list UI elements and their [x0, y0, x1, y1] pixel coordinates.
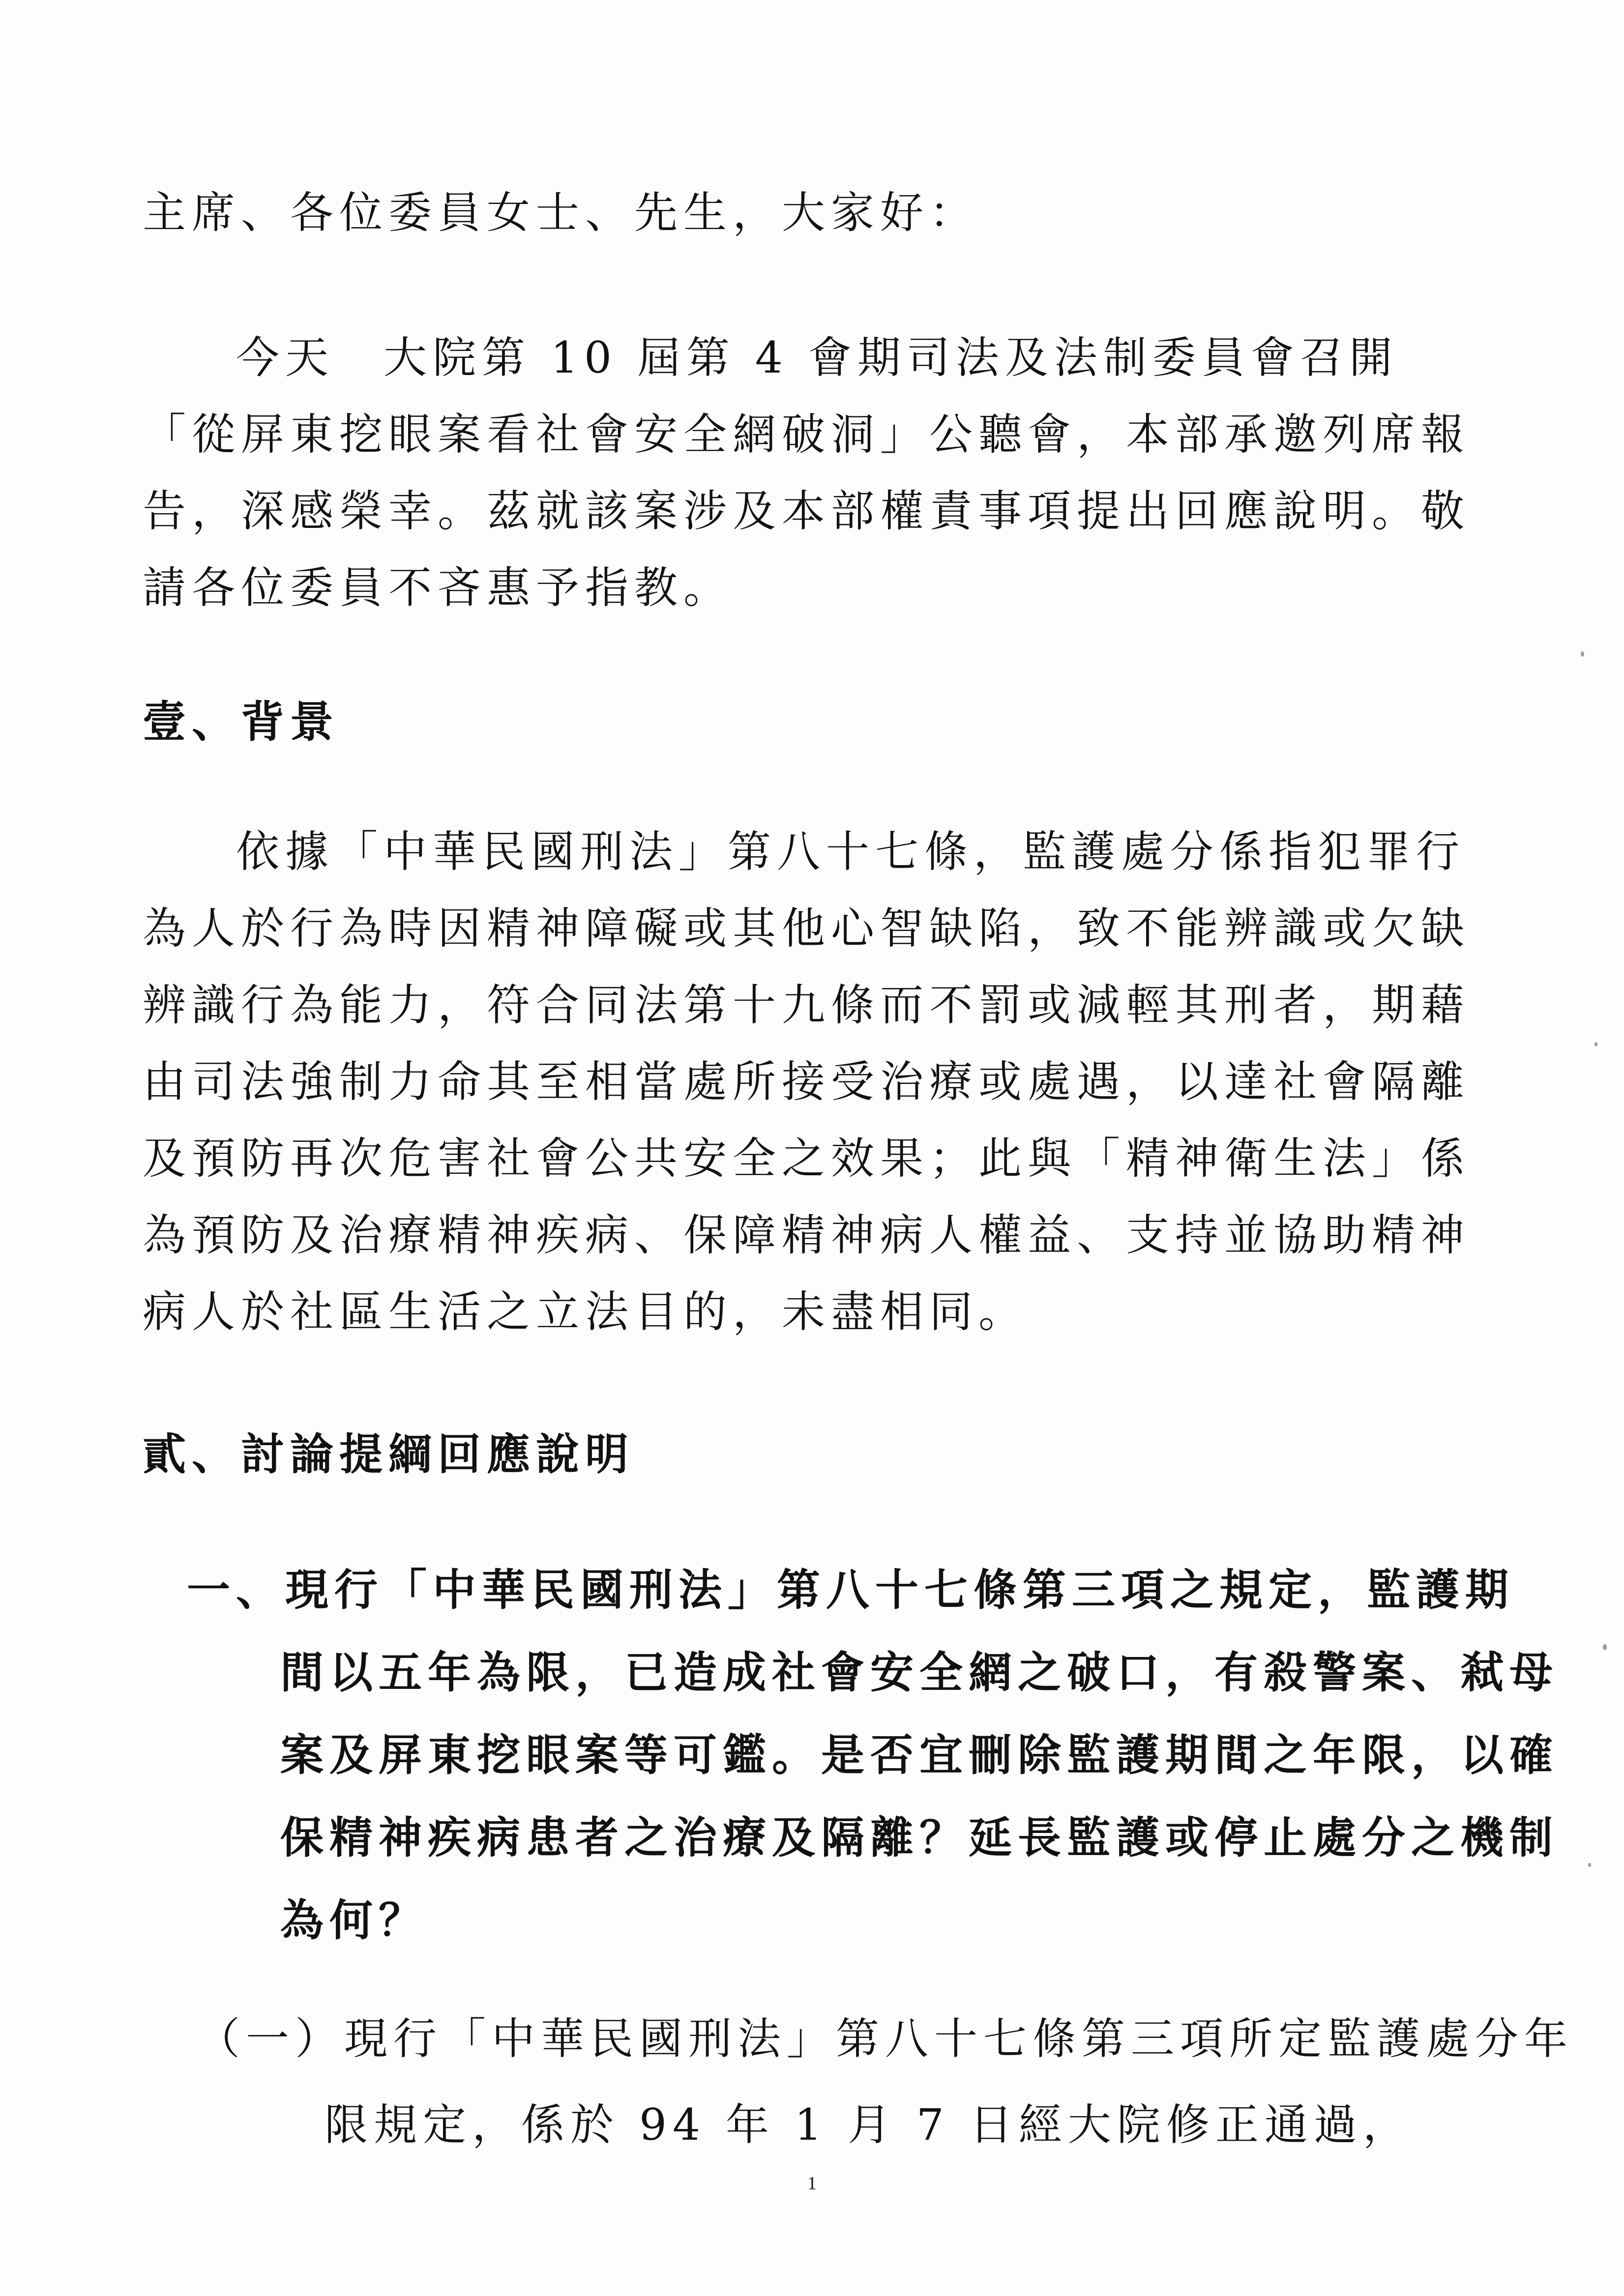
- intro-paragraph: 今天 大院第 10 屆第 4 會期司法及法制委員會召開「從屏東挖眼案看社會安全網破洞」公聽會，本部承邀列席報告，深感榮幸。茲就該案涉及本部權責事項提出回應說明。敬請各位委員不吝惠予指教。: [143, 332, 1471, 613]
- scan-speck: [1588, 1863, 1591, 1867]
- response-item-1: （一）現行「中華民國刑法」第八十七條第三項所定監護處分年限規定，係於 94 年 1 月 7 日經大院修正通過，: [197, 2013, 1574, 2150]
- discussion-question-1: 一、現行「中華民國刑法」第八十七條第三項之規定，監護期間以五年為限，已造成社會安全網之破口，有殺警案、弒母案及屏東挖眼案等可鑑。是否宜刪除監護期間之年限，以確保精神疾病患者之治療及隔離？延長監護或停止處分之機制為何？: [187, 1564, 1559, 1946]
- section-heading-background: 壹、背景: [143, 696, 340, 747]
- scan-speck: [1594, 1042, 1597, 1046]
- greeting-line: 主席、各位委員女士、先生，大家好：: [143, 187, 979, 238]
- scan-speck: [1581, 651, 1584, 657]
- background-paragraph: 依據「中華民國刑法」第八十七條，監護處分係指犯罪行為人於行為時因精神障礙或其他心智缺陷，致不能辨識或欠缺辨識行為能力，符合同法第十九條而不罰或減輕其刑者，期藉由司法強制力命其至相當處所接受治療或處遇，以達社會隔離及預防再次危害社會公共安全之效果；此與「精神衛生法」係為預防及治療精神疾病、保障精神病人權益、支持並協助精神病人於社區生活之立法目的，未盡相同。: [143, 826, 1471, 1337]
- scan-speck: [1603, 1644, 1607, 1650]
- section-heading-discussion: 貳、討論提綱回應說明: [143, 1428, 635, 1480]
- page-number: 1: [807, 2173, 817, 2194]
